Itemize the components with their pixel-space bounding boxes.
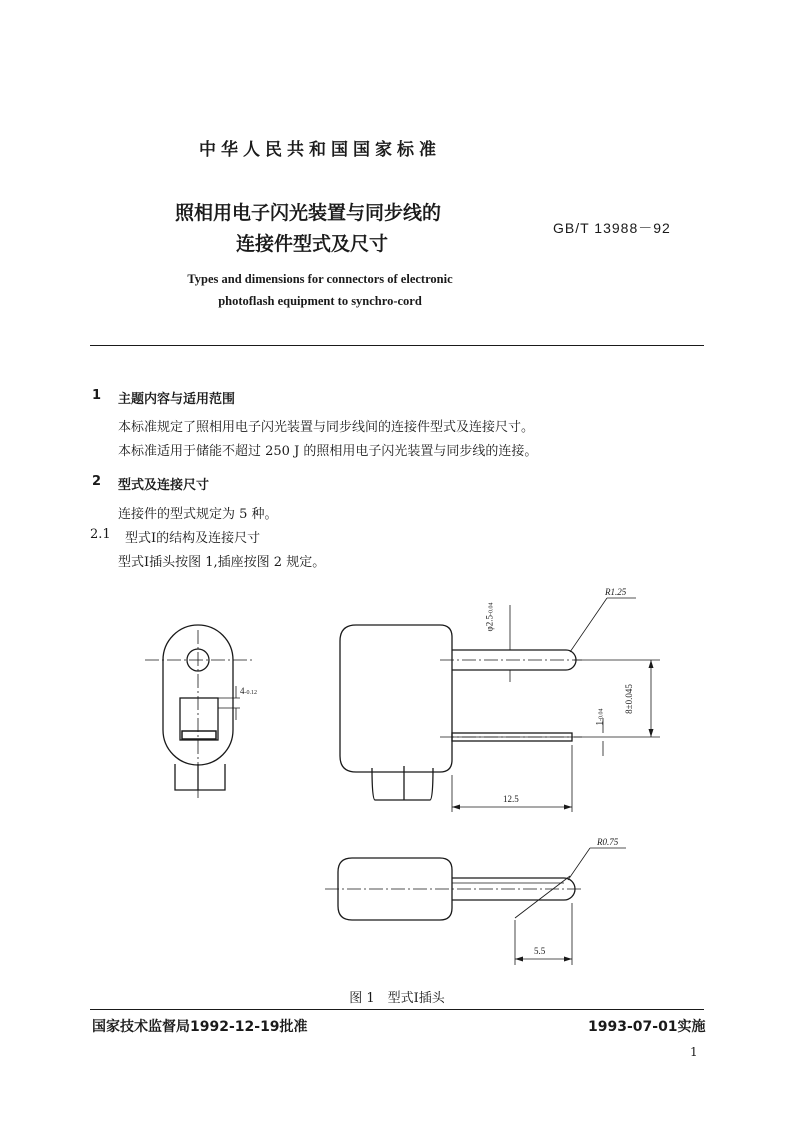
section2-heading: 型式及连接尺寸 bbox=[118, 478, 210, 493]
label-diameter-2-5-main: φ2.5 bbox=[484, 615, 495, 632]
label-1 bbox=[595, 709, 605, 726]
standard-number: GB/T 13988－92 bbox=[553, 220, 671, 236]
english-title-line1: Types and dimensions for connectors of electronic bbox=[187, 272, 453, 286]
implementation-line: 1993-07-01实施 bbox=[588, 1019, 706, 1035]
label-1-main: 1 bbox=[594, 721, 605, 726]
label-r1-25: R1.25 bbox=[605, 587, 627, 597]
section2-1-number: 2.1 bbox=[90, 527, 111, 542]
label-width-4-tolerance: -0.12 bbox=[244, 690, 257, 696]
page-number: 1 bbox=[690, 1045, 698, 1059]
footer-rule bbox=[90, 1009, 704, 1010]
section1-number: 1 bbox=[92, 388, 102, 403]
label-8: 8±0.045 bbox=[623, 684, 634, 714]
section1-para2: 本标准适用于储能不超过 250 J 的照相用电子闪光装置与同步线的连接。 bbox=[118, 444, 538, 459]
english-title-line2: photoflash equipment to synchro-cord bbox=[218, 294, 422, 308]
document-title-line1: 照相用电子闪光装置与同步线的 bbox=[175, 202, 442, 224]
figure-caption: 图 1 型式Ⅰ插头 bbox=[349, 991, 445, 1006]
label-5-5: 5.5 bbox=[534, 946, 546, 956]
document-title-line2: 连接件型式及尺寸 bbox=[236, 233, 389, 255]
section1-para1: 本标准规定了照相用电子闪光装置与同步线间的连接件型式及连接尺寸。 bbox=[118, 420, 535, 435]
plug-front-view bbox=[163, 625, 240, 790]
label-r0-75: R0.75 bbox=[597, 837, 619, 847]
section2-number: 2 bbox=[92, 474, 102, 489]
national-standard-heading: 中华人民共和国国家标准 bbox=[199, 140, 441, 160]
label-diameter-2-5 bbox=[484, 603, 494, 632]
section2-1-heading: 型式Ⅰ的结构及连接尺寸 bbox=[125, 531, 261, 546]
plug-bottom-view bbox=[338, 848, 626, 965]
label-width-4 bbox=[240, 686, 257, 696]
approval-line: 国家技术监督局1992-12-19批准 bbox=[92, 1019, 308, 1035]
plug-side-view bbox=[340, 598, 660, 812]
label-1-tolerance: -0.04 bbox=[598, 708, 605, 721]
section1-heading: 主题内容与适用范围 bbox=[118, 392, 236, 407]
section2-para1: 连接件的型式规定为 5 种。 bbox=[118, 507, 278, 522]
label-width-4-main: 4 bbox=[240, 686, 245, 696]
section2-1-para1: 型式Ⅰ插头按图 1,插座按图 2 规定。 bbox=[118, 555, 326, 570]
label-diameter-2-5-tolerance: -0.04 bbox=[488, 602, 495, 616]
label-12-5: 12.5 bbox=[503, 794, 519, 804]
